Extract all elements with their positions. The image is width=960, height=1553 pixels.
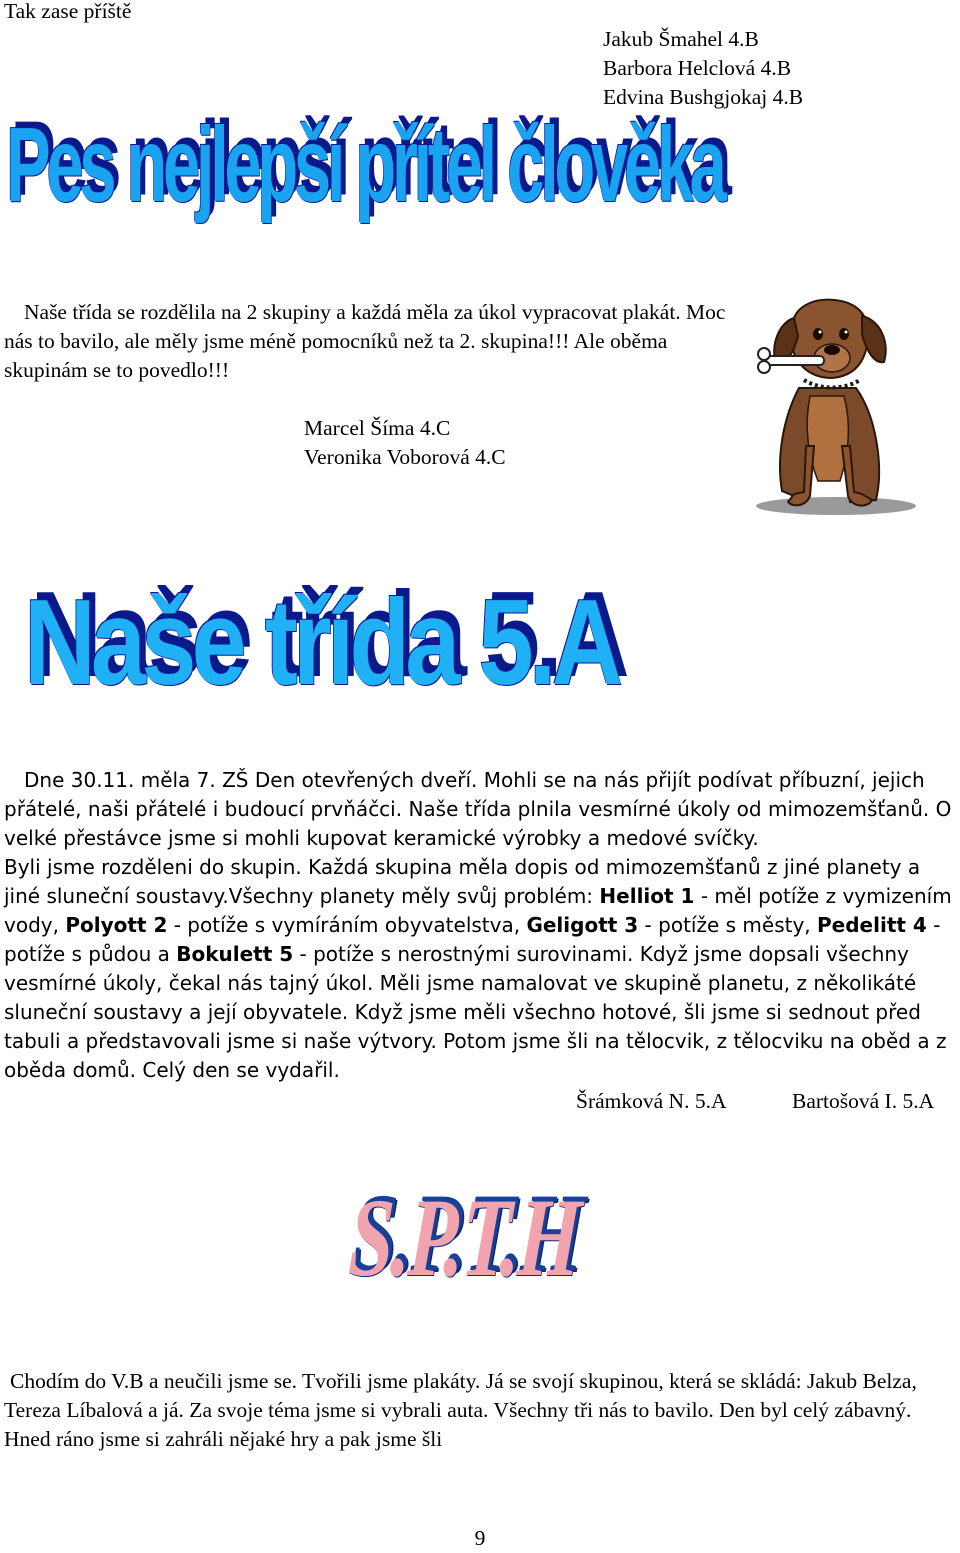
article-author: Bartošová I. 5.A [792, 1089, 935, 1113]
article-intro: Dne 30.11. měla 7. ZŠ Den otevřených dveří. [24, 768, 484, 792]
heading-wordart-class: Naše třída 5.A [24, 575, 619, 711]
author-name: Marcel Šíma 4.C [304, 416, 451, 440]
article-author: Šrámková N. 5.A [576, 1089, 727, 1113]
dog-paragraph [4, 298, 734, 385]
top-line: Tak zase příště [4, 0, 132, 23]
planet-problem: - měl potíže z vymizením vody, [4, 884, 952, 937]
last-paragraph [4, 1367, 956, 1454]
dog-paragraph-text: Naše třída se rozdělila na 2 skupiny a každá měla za úkol vypracovat plakát. Moc nás to bavilo, ale měly jsme méně pomocníků než ta 2. skupina!!! Ale oběma skupinám se to povedlo!!! [4, 300, 726, 382]
planet-problem: - potíže s půdou a [4, 913, 941, 966]
planet-name: Helliot 1 [599, 884, 695, 908]
page-number: 9 [474, 1526, 486, 1550]
authors-middle [304, 414, 506, 472]
planet-name: Pedelitt 4 [817, 913, 927, 937]
heading-wordart-dog: Pes nejlepší přítel člověka [6, 105, 723, 224]
planet-problem: - potíže s nerostnými surovinami. [293, 942, 640, 966]
author-name: Jakub Šmahel 4.B [603, 27, 759, 51]
author-name: Edvina Bushgjokaj 4.B [603, 85, 804, 109]
heading-wordart-spth: S.P.T.H [346, 1176, 581, 1300]
planet-name: Polyott 2 [65, 913, 168, 937]
author-name: Veronika Voborová 4.C [304, 445, 506, 469]
article-body [4, 766, 956, 1085]
planet-name: Geligott 3 [526, 913, 639, 937]
planet-name: Bokulett 5 [176, 942, 294, 966]
article-paragraph-2 [4, 853, 956, 1085]
article-paragraph-1 [4, 766, 956, 853]
article-text: Byli jsme rozděleni do skupin. Každá skupina měla dopis od mimozemšťanů z jiné planety a jiné sluneční soustavy. [4, 855, 921, 908]
article-text: Když jsme dopsali všechny vesmírné úkoly, čekal nás tajný úkol. Měli jsme namalovat ve skupině planetu, z několikáté sluneční soustavy a její obyvatele. Když jsme měli všechno hotové, šli jsme si sednout před tabuli a představovali jsme si naše výtvory. Potom jsme šli na tělocvik, z tělocviku na oběd a z oběda domů. Celý den se vydařil. [4, 942, 947, 1082]
planet-problem: - potíže s vymíráním obyvatelstva, [167, 913, 527, 937]
authors-top [603, 25, 803, 112]
last-paragraph-text: Chodím do V.B a neučili jsme se. Tvořili jsme plakáty. Já se svojí skupinou, která se skládá: Jakub Belza, Tereza Líbalová a já. Za svoje téma jsme si vybrali auta. Všechny tři nás to bavilo. Den byl celý zábavný. Hned ráno jsme si zahráli nějaké hry a pak jsme šli [4, 1369, 917, 1451]
planet-problem: - potíže s městy, [638, 913, 818, 937]
author-name: Barbora Helclová 4.B [603, 56, 792, 80]
article-text: Všechny planety měly svůj problém: [228, 884, 600, 908]
article-text: Mohli se na nás přijít podívat příbuzní, jejich přátelé, naši přátelé i budoucí prvňáčci. Naše třída plnila vesmírné úkoly od mimozemšťanů. O velké přestávce jsme si mohli kupovat keramické výrobky a medové svíčky. [4, 768, 952, 850]
dog-with-bone-icon [744, 296, 920, 522]
